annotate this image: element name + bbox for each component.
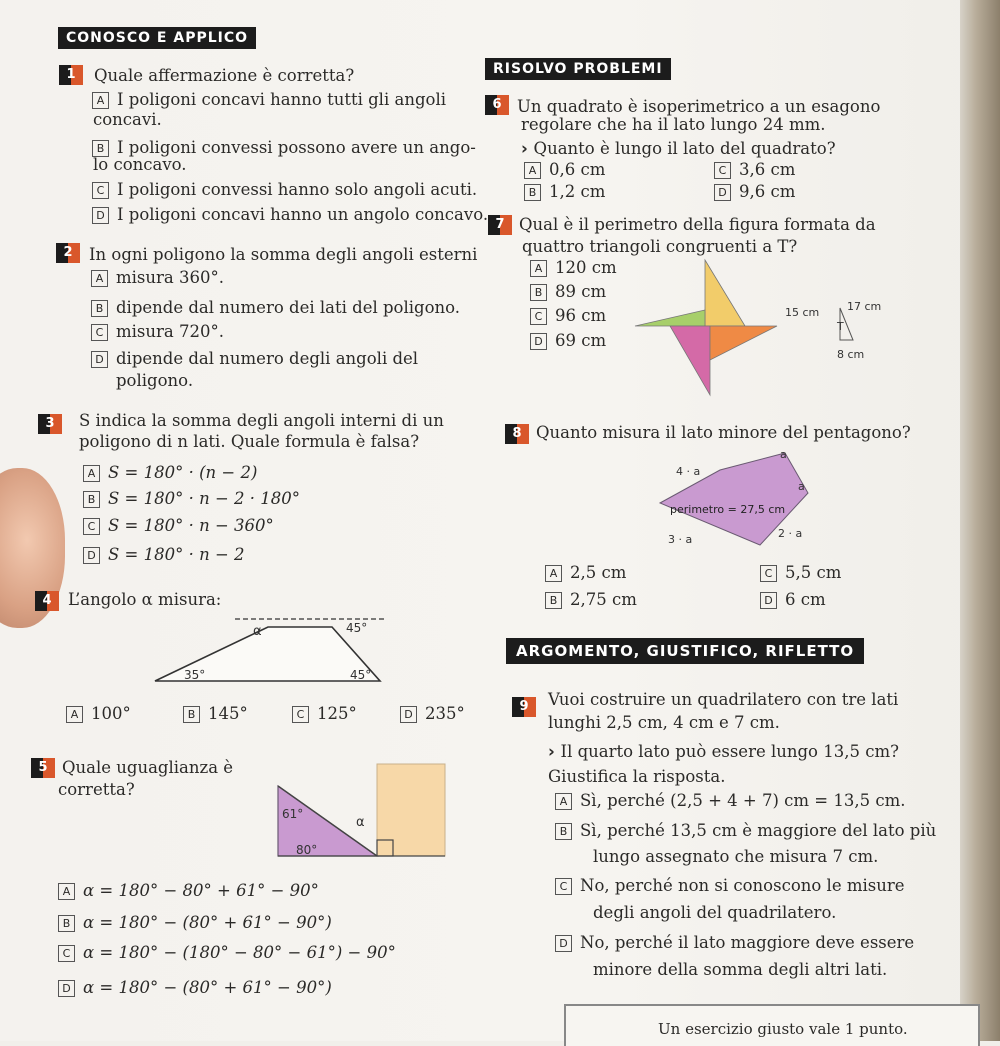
- score-note: Un esercizio giusto vale 1 punto.: [658, 1020, 908, 1038]
- option-d[interactable]: D S = 180° · n − 2: [83, 545, 245, 565]
- svg-text:4 · a: 4 · a: [676, 465, 701, 478]
- svg-text:a: a: [798, 480, 805, 493]
- option-c-cont: degli angoli del quadrilatero.: [593, 903, 837, 922]
- alpha-label: α: [253, 624, 262, 639]
- option-d-cont: minore della somma degli altri lati.: [593, 960, 888, 979]
- question-number: 8: [505, 424, 529, 444]
- section-banner-argomento: ARGOMENTO, GIUSTIFICO, RIFLETTO: [506, 638, 864, 664]
- option-a[interactable]: A 0,6 cm: [524, 160, 605, 180]
- option-a[interactable]: A Sì, perché (2,5 + 4 + 7) cm = 13,5 cm.: [555, 791, 905, 811]
- svg-text:T: T: [837, 320, 844, 333]
- triangles-figure: [625, 250, 882, 400]
- svg-text:a: a: [780, 448, 787, 461]
- question-sub: › Quanto è lungo il lato del quadrato?: [521, 139, 836, 158]
- question-number: 6: [485, 95, 509, 115]
- question-number: 2: [56, 243, 80, 263]
- option-b[interactable]: B I poligoni convessi possono avere un ango-: [92, 138, 476, 158]
- angle-label: 45°: [350, 668, 372, 682]
- question-text: In ogni poligono la somma degli angoli esterni: [89, 245, 478, 264]
- book-edge: [960, 0, 1000, 1041]
- angle-label: 35°: [184, 668, 206, 682]
- option-b[interactable]: B 1,2 cm: [524, 182, 605, 202]
- question-text: corretta?: [58, 780, 135, 799]
- option-a[interactable]: A I poligoni concavi hanno tutti gli angoli: [92, 90, 446, 110]
- option-c[interactable]: C I poligoni convessi hanno solo angoli acuti.: [92, 180, 477, 200]
- option-a-cont: concavi.: [93, 110, 162, 129]
- option-d-cont: poligono.: [116, 371, 194, 390]
- option-d[interactable]: D dipende dal numero degli angoli del: [91, 349, 418, 369]
- option-b-cont: lo concavo.: [93, 155, 187, 174]
- question-text: Quale affermazione è corretta?: [94, 66, 355, 85]
- option-d[interactable]: D 69 cm: [530, 331, 606, 351]
- svg-text:61°: 61°: [282, 807, 304, 821]
- option-a[interactable]: A 120 cm: [530, 258, 617, 278]
- option-a[interactable]: A S = 180° · (n − 2): [83, 463, 257, 483]
- option-c[interactable]: C 96 cm: [530, 306, 606, 326]
- option-c[interactable]: C 125°: [292, 704, 357, 724]
- question-number: 1: [59, 65, 83, 85]
- option-d[interactable]: D α = 180° − (80° + 61° − 90°): [58, 978, 332, 998]
- option-d[interactable]: D I poligoni concavi hanno un angolo concavo.: [92, 205, 488, 225]
- option-b[interactable]: B 89 cm: [530, 282, 606, 302]
- svg-text:15 cm: 15 cm: [785, 306, 820, 319]
- svg-text:α: α: [356, 815, 365, 830]
- option-c[interactable]: C S = 180° · n − 360°: [83, 516, 274, 536]
- option-b[interactable]: B α = 180° − (80° + 61° − 90°): [58, 913, 332, 933]
- svg-text:80°: 80°: [296, 843, 318, 857]
- option-a[interactable]: A 100°: [66, 704, 131, 724]
- svg-text:3 · a: 3 · a: [668, 533, 693, 546]
- question-sub: › Il quarto lato può essere lungo 13,5 cm?: [548, 742, 899, 761]
- option-b[interactable]: B Sì, perché 13,5 cm è maggiore del lato più: [555, 821, 936, 841]
- q5-figure: [270, 760, 505, 862]
- question-text: poligono di n lati. Quale formula è falsa?: [79, 432, 420, 451]
- svg-text:17 cm: 17 cm: [847, 300, 882, 313]
- option-d[interactable]: D No, perché il lato maggiore deve essere: [555, 933, 914, 953]
- question-text: S indica la somma degli angoli interni di un: [79, 411, 444, 430]
- option-a[interactable]: A misura 360°.: [91, 268, 224, 288]
- section-banner-conosco: CONOSCO E APPLICO: [58, 27, 256, 49]
- option-c[interactable]: C No, perché non si conoscono le misure: [555, 876, 905, 896]
- option-c[interactable]: C 5,5 cm: [760, 563, 841, 583]
- trapezoid-figure: [150, 615, 390, 690]
- svg-text:8 cm: 8 cm: [837, 348, 865, 361]
- option-d[interactable]: D 6 cm: [760, 590, 826, 610]
- option-a[interactable]: A 2,5 cm: [545, 563, 626, 583]
- option-b[interactable]: B 2,75 cm: [545, 590, 637, 610]
- angle-label: 45°: [346, 621, 368, 635]
- question-number: 7: [488, 215, 512, 235]
- score-box: [564, 1004, 980, 1046]
- option-b[interactable]: B S = 180° · n − 2 · 180°: [83, 489, 300, 509]
- option-c[interactable]: C α = 180° − (180° − 80° − 61°) − 90°: [58, 943, 396, 963]
- option-d[interactable]: D 235°: [400, 704, 465, 724]
- option-c[interactable]: C 3,6 cm: [714, 160, 795, 180]
- section-banner-risolvo: RISOLVO PROBLEMI: [485, 58, 671, 80]
- question-number: 3: [38, 414, 62, 434]
- question-text: quattro triangoli congruenti a T?: [522, 237, 798, 256]
- question-text: Un quadrato è isoperimetrico a un esagono: [517, 97, 881, 116]
- option-b[interactable]: B dipende dal numero dei lati del poligono.: [91, 298, 460, 318]
- question-number: 5: [31, 758, 55, 778]
- svg-text:perimetro = 27,5 cm: perimetro = 27,5 cm: [670, 503, 786, 516]
- pentagon-figure: [640, 445, 840, 560]
- question-text: Qual è il perimetro della figura formata da: [519, 215, 876, 234]
- svg-text:2 · a: 2 · a: [778, 527, 803, 540]
- question-text: Vuoi costruire un quadrilatero con tre lati: [548, 690, 899, 709]
- question-text: regolare che ha il lato lungo 24 mm.: [521, 115, 826, 134]
- option-a[interactable]: A α = 180° − 80° + 61° − 90°: [58, 881, 319, 901]
- option-b[interactable]: B 145°: [183, 704, 248, 724]
- option-c[interactable]: C misura 720°.: [91, 322, 224, 342]
- question-number: 4: [35, 591, 59, 611]
- question-sub: Giustifica la risposta.: [548, 767, 726, 786]
- question-text: L’angolo α misura:: [68, 590, 222, 609]
- option-d[interactable]: D 9,6 cm: [714, 182, 795, 202]
- question-text: Quanto misura il lato minore del pentagono?: [536, 423, 911, 442]
- question-text: lunghi 2,5 cm, 4 cm e 7 cm.: [548, 713, 780, 732]
- question-text: Quale uguaglianza è: [62, 758, 234, 777]
- question-number: 9: [512, 697, 536, 717]
- option-b-cont: lungo assegnato che misura 7 cm.: [593, 847, 879, 866]
